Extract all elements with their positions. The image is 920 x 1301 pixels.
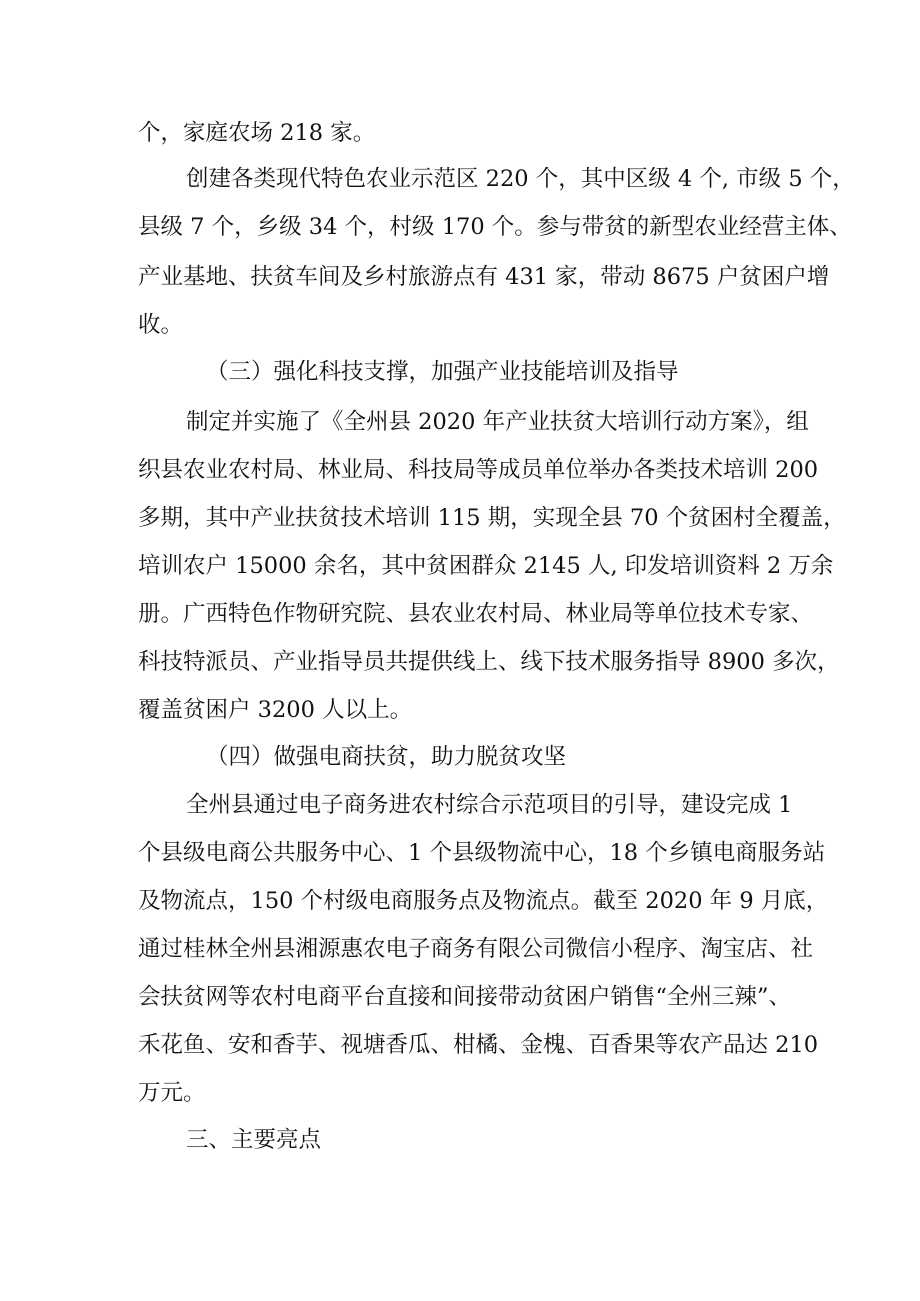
text-line: 科技特派员、产业指导员共提供线上、线下技术服务指导 8900 多次， (138, 649, 840, 675)
text-line: 覆盖贫困户 3200 人以上。 (138, 697, 413, 723)
text-line: 织县农业农村局、林业局、科技局等成员单位举办各类技术培训 200 (138, 457, 819, 483)
text-line: （三）强化科技支撑，加强产业技能培训及指导 (206, 359, 679, 385)
text-line: （四）做强电商扶贫，助力脱贫攻坚 (206, 744, 567, 770)
text-line: 会扶贫网等农村电商平台直接和间接带动贫困户销售“全州三辣”、 (138, 984, 792, 1010)
text-line: 禾花鱼、安和香芋、视塘香瓜、柑橘、金槐、百香果等农产品达 210 (138, 1032, 819, 1058)
text-line: 制定并实施了《全州县 2020 年产业扶贫大培训行动方案》，组 (186, 409, 809, 435)
text-line: 个，家庭农场 218 家。 (138, 120, 376, 146)
text-line: 创建各类现代特色农业示范区 220 个，其中区级 4 个, 市级 5 个， (186, 166, 855, 192)
text-line: 册。广西特色作物研究院、县农业农村局、林业局等单位技术专家、 (138, 601, 814, 627)
text-line: 及物流点，150 个村级电商服务点及物流点。截至 2020 年 9 月底， (138, 888, 829, 914)
text-line: 万元。 (138, 1080, 206, 1106)
text-line: 收。 (138, 312, 184, 338)
text-line: 个县级电商公共服务中心、1 个县级物流中心，18 个乡镇电商服务站 (138, 840, 826, 866)
text-line: 多期，其中产业扶贫技术培训 115 期，实现全县 70 个贫困村全覆盖， (138, 505, 846, 531)
text-line: 产业基地、扶贫车间及乡村旅游点有 431 家，带动 8675 户贫困户增 (138, 264, 830, 290)
text-line: 培训农户 15000 余名，其中贫困群众 2145 人, 印发培训资料 2 万余 (138, 553, 834, 579)
text-line: 全州县通过电子商务进农村综合示范项目的引导，建设完成 1 (186, 792, 793, 818)
text-line: 三、主要亮点 (186, 1127, 322, 1153)
text-line: 通过桂林全州县湘源惠农电子商务有限公司微信小程序、淘宝店、社 (138, 936, 814, 962)
text-line: 县级 7 个，乡级 34 个，村级 170 个。参与带贫的新型农业经营主体、 (138, 214, 852, 240)
